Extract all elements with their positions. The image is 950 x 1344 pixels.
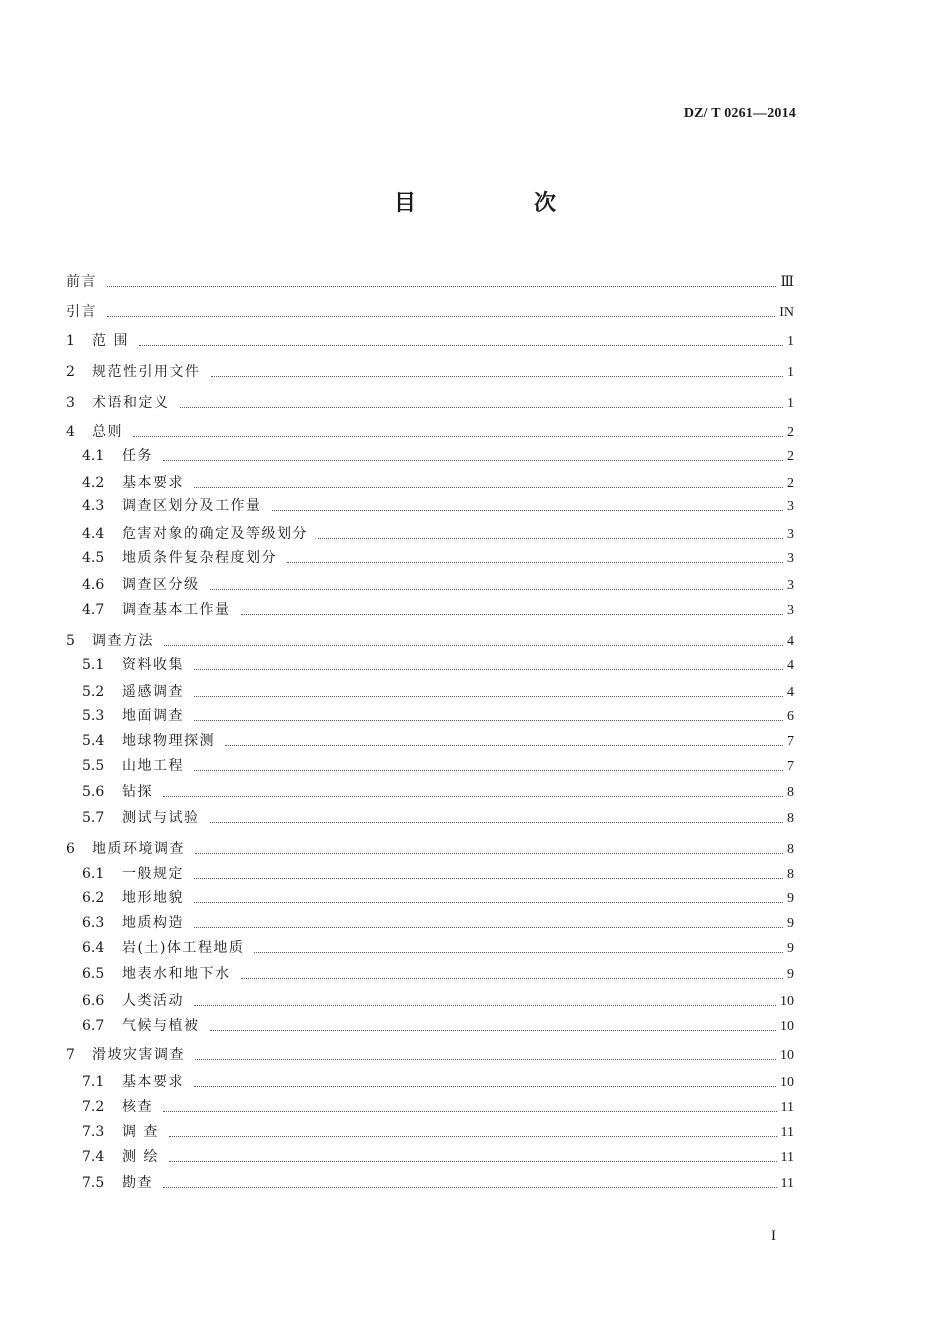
page-title: 目 次 (393, 190, 604, 216)
toc-entry-page: 10 (780, 1048, 794, 1063)
dot-leader (194, 695, 783, 697)
toc-entry-label: 钻探 (122, 784, 153, 800)
toc-entry-label: 前言 (66, 274, 97, 290)
toc-entry-label: 地质条件复杂程度划分 (122, 550, 277, 566)
toc-entry[interactable] (66, 1045, 794, 1065)
toc-entry-page: 2 (787, 449, 794, 464)
toc-entry-page: 11 (780, 1125, 794, 1140)
toc-entry-page: Ⅲ (780, 275, 794, 290)
toc-entry-page: IN (779, 305, 794, 320)
toc-entry[interactable] (66, 393, 794, 413)
toc-entry[interactable] (82, 938, 794, 958)
toc-entry-label: 地面调查 (122, 708, 184, 724)
toc-entry-page: 7 (787, 759, 794, 774)
dot-leader (133, 435, 783, 437)
toc-entry-page: 10 (780, 1019, 794, 1034)
toc-entry-number: 6.2 (82, 890, 105, 906)
dot-leader (194, 1085, 776, 1087)
toc-entry-label: 危害对象的确定及等级划分 (122, 526, 308, 542)
dot-leader (195, 852, 783, 854)
toc-entry[interactable] (82, 1122, 794, 1142)
dot-leader (194, 486, 783, 488)
toc-entry-page: 6 (787, 709, 794, 724)
toc-entry-number: 4 (66, 424, 75, 440)
toc-entry-number: 7.1 (82, 1074, 105, 1090)
toc-entry-page: 9 (787, 916, 794, 931)
toc-entry[interactable] (82, 913, 794, 933)
dot-leader (163, 795, 783, 797)
toc-entry[interactable] (82, 1016, 794, 1036)
dot-leader (194, 769, 783, 771)
dot-leader (169, 1135, 777, 1137)
dot-leader (107, 285, 776, 287)
toc-entry-number: 5.2 (82, 684, 105, 700)
toc-entry-number: 5.1 (82, 657, 105, 673)
toc-entry-label: 调查区划分及工作量 (122, 498, 262, 514)
toc-entry[interactable] (82, 600, 794, 620)
toc-entry-label: 基本要求 (122, 475, 184, 491)
toc-entry-label: 测试与试验 (122, 810, 200, 826)
toc-entry-label: 基本要求 (122, 1074, 184, 1090)
dot-leader (180, 406, 784, 408)
dot-leader (195, 1058, 776, 1060)
toc-entry-page: 7 (787, 734, 794, 749)
toc-entry-number: 5 (66, 633, 75, 649)
toc-entry[interactable] (82, 731, 794, 751)
toc-entry[interactable] (66, 302, 794, 322)
toc-entry-label: 地表水和地下水 (122, 966, 231, 982)
dot-leader (210, 588, 784, 590)
toc-entry-label: 地球物理探测 (122, 733, 215, 749)
toc-entry-page: 8 (787, 842, 794, 857)
dot-leader (169, 1160, 777, 1162)
toc-entry-label: 地质构造 (122, 915, 184, 931)
toc-entry-number: 7.5 (82, 1175, 105, 1191)
toc-entry[interactable] (82, 496, 794, 516)
toc-entry-page: 3 (787, 551, 794, 566)
toc-entry-number: 4.4 (82, 526, 105, 542)
toc-entry[interactable] (82, 964, 794, 984)
toc-entry-page: 10 (780, 1075, 794, 1090)
toc-entry-label: 范 围 (92, 333, 129, 349)
toc-entry-label: 人类活动 (122, 993, 184, 1009)
toc-entry-page: 3 (787, 499, 794, 514)
toc-entry-number: 6.4 (82, 940, 105, 956)
toc-entry-page: 11 (780, 1176, 794, 1191)
dot-leader (163, 1110, 777, 1112)
dot-leader (225, 744, 783, 746)
dot-leader (139, 344, 783, 346)
toc-entry-number: 4.5 (82, 550, 105, 566)
toc-entry-page: 10 (780, 994, 794, 1009)
toc-entry[interactable] (66, 422, 794, 442)
toc-entry-page: 1 (787, 396, 794, 411)
toc-entry[interactable] (82, 864, 794, 884)
toc-entry-page: 4 (787, 658, 794, 673)
toc-entry[interactable] (82, 1097, 794, 1117)
toc-entry[interactable] (82, 446, 794, 466)
toc-entry-label: 资料收集 (122, 657, 184, 673)
dot-leader (254, 951, 783, 953)
toc-entry-label: 滑坡灾害调查 (92, 1047, 185, 1063)
dot-leader (194, 877, 783, 879)
dot-leader (210, 821, 784, 823)
toc-entry-page: 4 (787, 685, 794, 700)
toc-entry-page: 8 (787, 785, 794, 800)
toc-entry[interactable] (66, 331, 794, 351)
toc-entry-number: 6 (66, 841, 75, 857)
toc-entry-page: 11 (780, 1100, 794, 1115)
toc-entry[interactable] (82, 524, 794, 544)
toc-entry[interactable] (66, 362, 794, 382)
toc-entry-label: 一般规定 (122, 866, 184, 882)
toc-entry-page: 2 (787, 425, 794, 440)
toc-entry-page: 4 (787, 634, 794, 649)
dot-leader (194, 926, 783, 928)
toc-entry-label: 勘查 (122, 1175, 153, 1191)
toc-entry-number: 1 (66, 333, 75, 349)
toc-entry[interactable] (82, 1147, 794, 1167)
toc-entry-label: 核查 (122, 1099, 153, 1115)
dot-leader (241, 977, 784, 979)
toc-entry-page: 1 (787, 365, 794, 380)
toc-entry-number: 6.1 (82, 866, 105, 882)
toc-entry-number: 3 (66, 395, 75, 411)
dot-leader (287, 561, 783, 563)
toc-entry[interactable] (82, 756, 794, 776)
toc-entry-number: 5.7 (82, 810, 105, 826)
dot-leader (194, 1004, 776, 1006)
toc-entry-page: 2 (787, 476, 794, 491)
toc-entry[interactable] (82, 888, 794, 908)
dot-leader (194, 719, 783, 721)
toc-entry[interactable] (82, 548, 794, 568)
toc-entry-number: 4.7 (82, 602, 105, 618)
dot-leader (272, 509, 784, 511)
toc-entry-page: 3 (787, 603, 794, 618)
toc-entry[interactable] (66, 272, 794, 292)
toc-entry-label: 任务 (122, 448, 153, 464)
dot-leader (211, 375, 784, 377)
toc-entry-label: 调查区分级 (122, 577, 200, 593)
toc-entry[interactable] (82, 782, 794, 802)
toc-entry[interactable] (82, 991, 794, 1011)
toc-entry-label: 术语和定义 (92, 395, 170, 411)
toc-entry-number: 7.3 (82, 1124, 105, 1140)
toc-entry-number: 6.5 (82, 966, 105, 982)
dot-leader (164, 644, 783, 646)
toc-entry-label: 山地工程 (122, 758, 184, 774)
toc-entry[interactable] (82, 1072, 794, 1092)
dot-leader (107, 315, 775, 317)
toc-entry-page: 8 (787, 811, 794, 826)
toc-entry-number: 5.3 (82, 708, 105, 724)
toc-entry-label: 规范性引用文件 (92, 364, 201, 380)
toc-entry-number: 7 (66, 1047, 75, 1063)
toc-entry[interactable] (66, 839, 794, 859)
toc-entry-number: 4.2 (82, 475, 105, 491)
toc-entry-label: 岩(土)体工程地质 (122, 940, 245, 956)
toc-entry-number: 4.3 (82, 498, 105, 514)
toc-entry[interactable] (82, 706, 794, 726)
toc-entry-number: 5.5 (82, 758, 105, 774)
toc-entry[interactable] (82, 1173, 794, 1193)
dot-leader (163, 1186, 777, 1188)
toc-entry-page: 9 (787, 941, 794, 956)
toc-entry-number: 6.7 (82, 1018, 105, 1034)
toc-entry-number: 6.3 (82, 915, 105, 931)
toc-entry-number: 4.1 (82, 448, 105, 464)
toc-entry-page: 3 (787, 527, 794, 542)
toc-entry-number: 4.6 (82, 577, 105, 593)
toc-entry[interactable] (82, 575, 794, 595)
toc-entry-label: 引言 (66, 304, 97, 320)
dot-leader (163, 459, 783, 461)
toc-entry-number: 5.4 (82, 733, 105, 749)
toc-entry[interactable] (82, 473, 794, 493)
dot-leader (194, 901, 783, 903)
standard-code: DZ/ T 0261—2014 (683, 106, 796, 121)
toc-entry-page: 3 (787, 578, 794, 593)
toc-entry-page: 9 (787, 891, 794, 906)
toc-entry[interactable] (82, 655, 794, 675)
dot-leader (241, 613, 784, 615)
toc-entry-page: 11 (780, 1150, 794, 1165)
toc-entry-page: 9 (787, 967, 794, 982)
toc-entry-label: 遥感调查 (122, 684, 184, 700)
toc-entry-label: 调 查 (122, 1124, 159, 1140)
dot-leader (194, 668, 783, 670)
toc-entry-number: 7.4 (82, 1149, 105, 1165)
toc-entry-label: 测 绘 (122, 1149, 159, 1165)
toc-entry-number: 6.6 (82, 993, 105, 1009)
toc-entry-number: 2 (66, 364, 75, 380)
toc-entry-label: 调查基本工作量 (122, 602, 231, 618)
toc-entry-label: 气候与植被 (122, 1018, 200, 1034)
dot-leader (210, 1029, 777, 1031)
toc-entry-page: 1 (787, 334, 794, 349)
toc-entry-label: 总则 (92, 424, 123, 440)
toc-entry-number: 7.2 (82, 1099, 105, 1115)
toc-entry-page: 8 (787, 867, 794, 882)
toc-entry-label: 调查方法 (92, 633, 154, 649)
toc-entry[interactable] (82, 682, 794, 702)
toc-entry-label: 地形地貌 (122, 890, 184, 906)
toc-entry-label: 地质环境调查 (92, 841, 185, 857)
toc-entry-number: 5.6 (82, 784, 105, 800)
toc-entry[interactable] (66, 631, 794, 651)
page-number: I (771, 1228, 776, 1244)
toc-entry[interactable] (82, 808, 794, 828)
dot-leader (318, 537, 783, 539)
